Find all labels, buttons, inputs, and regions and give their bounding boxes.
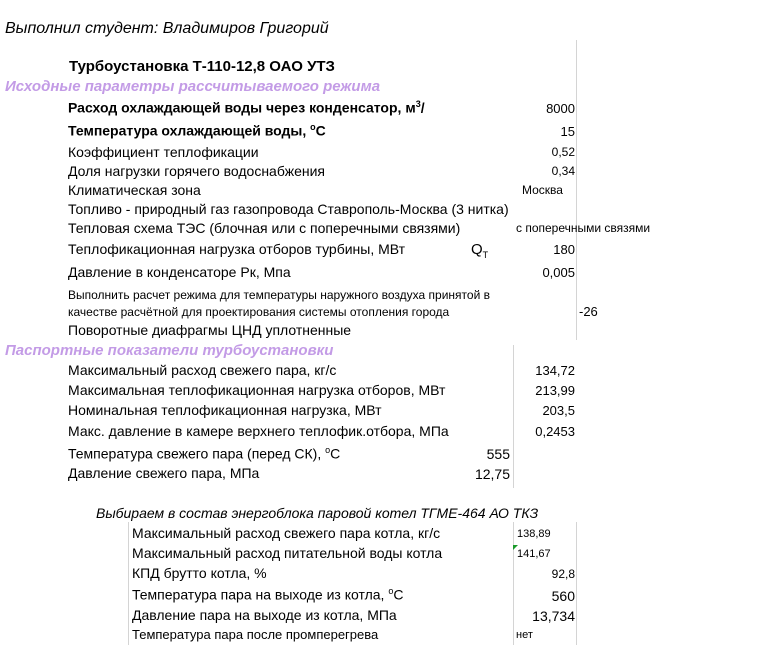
- cell-label-max-extraction-pressure[interactable]: Макс. давление в камере верхнего теплофик.отбора, МПа: [68, 423, 449, 439]
- cell-value-fresh-steam-temp[interactable]: 555: [486, 446, 510, 462]
- cell-label-design-temp-line1[interactable]: Выполнить расчет режима для температуры наружного воздуха принятой в: [68, 288, 490, 302]
- cell-value-nominal-heating-load[interactable]: 203,5: [542, 403, 575, 418]
- cell-value-boiler-efficiency[interactable]: 92,8: [551, 567, 575, 581]
- section-heading-input-params: Исходные параметры рассчитываемого режима: [5, 78, 381, 95]
- cell-label-fuel[interactable]: Топливо - природный газ газопровода Ставрополь-Москва (3 нитка): [68, 201, 509, 217]
- cell-label-boiler-outlet-temp[interactable]: Температура пара на выходе из котла, $^о$С: [132, 586, 404, 603]
- cell-label-reheat-temp[interactable]: Температура пара после промперегрева: [132, 627, 379, 642]
- cell-label-max-heating-load[interactable]: Максимальная теплофикационная нагрузка отборов, МВт: [68, 382, 446, 398]
- cell-value-fresh-steam-pressure[interactable]: 12,75: [474, 466, 510, 482]
- cell-value-thermal-scheme[interactable]: с поперечными связями: [516, 221, 651, 235]
- cell-label-cooling-water-temp[interactable]: Температура охлаждающей воды, $^о$С: [68, 122, 326, 139]
- cell-label-lp-diaphragms[interactable]: Поворотные диафрагмы ЦНД уплотненные: [68, 322, 352, 338]
- cell-label-fresh-steam-pressure[interactable]: Давление свежего пара, МПа: [68, 465, 260, 481]
- cell-value-design-temp[interactable]: -26: [579, 304, 598, 319]
- gridline: [576, 522, 577, 645]
- cell-label-condenser-pressure[interactable]: Давление в конденсаторе Рк, Мпа: [68, 264, 291, 280]
- cell-value-cooling-water-temp[interactable]: 15: [560, 124, 575, 139]
- gridline: [576, 40, 577, 340]
- cell-value-boiler-max-feedwater[interactable]: 141,67: [517, 548, 551, 560]
- cell-value-boiler-max-steam-flow[interactable]: 138,89: [517, 528, 551, 540]
- cell-label-boiler-max-steam-flow[interactable]: Максимальный расход свежего пара котла, кг/с: [132, 525, 441, 541]
- cell-label-boiler-max-feedwater[interactable]: Максимальный расход питательной воды котла: [132, 545, 443, 561]
- cell-value-boiler-outlet-pressure[interactable]: 13,734: [532, 608, 575, 624]
- student-credit: Выполнил студент: Владимиров Григорий: [5, 20, 329, 37]
- cell-value-hot-water-share[interactable]: 0,34: [551, 164, 575, 178]
- cell-value-heating-load[interactable]: 180: [553, 242, 575, 257]
- cell-label-climate-zone[interactable]: Климатическая зона: [68, 182, 201, 198]
- cell-label-hot-water-share[interactable]: Доля нагрузки горячего водоснабжения: [68, 163, 325, 179]
- gridline: [513, 522, 514, 645]
- cell-value-max-heating-load[interactable]: 213,99: [535, 383, 575, 398]
- cell-symbol-qt[interactable]: $Q_Т$: [471, 241, 489, 260]
- cell-label-design-temp-line2[interactable]: качестве расчётной для проектирования системы отопления города: [68, 305, 450, 319]
- sheet-title: Турбоустановка Т-110-12,8 ОАО УТЗ: [69, 58, 335, 75]
- cell-label-heating-coefficient[interactable]: Коэффициент теплофикации: [68, 144, 259, 160]
- cell-label-boiler-efficiency[interactable]: КПД брутто котла, %: [132, 565, 267, 581]
- cell-value-boiler-outlet-temp[interactable]: 560: [551, 588, 575, 604]
- section-heading-boiler-choice: Выбираем в состав энергоблока паровой котел ТГМЕ-464 АО ТКЗ: [96, 505, 539, 521]
- cell-label-heating-load[interactable]: Теплофикационная нагрузка отборов турбины, МВт: [68, 241, 406, 257]
- cell-label-cooling-water-flow[interactable]: Расход охлаждающей воды через конденсатор, $м^3/$: [68, 99, 425, 116]
- section-heading-turbine-specs: Паспортные показатели турбоустановки: [5, 342, 334, 359]
- gridline: [128, 522, 129, 645]
- cell-label-thermal-scheme[interactable]: Тепловая схема ТЭС (блочная или с поперечными связями): [68, 220, 461, 236]
- cell-value-max-extraction-pressure[interactable]: 0,2453: [535, 424, 575, 439]
- cell-value-max-steam-flow[interactable]: 134,72: [535, 363, 575, 378]
- cell-value-condenser-pressure[interactable]: 0,005: [542, 265, 575, 280]
- cell-value-reheat-temp[interactable]: нет: [516, 629, 533, 641]
- cell-label-fresh-steam-temp[interactable]: Температура свежего пара (перед СК), $^о$С: [68, 445, 341, 462]
- cell-value-cooling-water-flow[interactable]: 8000: [546, 101, 575, 116]
- cell-value-climate-zone[interactable]: Москва: [522, 183, 563, 197]
- cell-label-nominal-heating-load[interactable]: Номинальная теплофикационная нагрузка, МВт: [68, 402, 382, 418]
- cell-label-boiler-outlet-pressure[interactable]: Давление пара на выходе из котла, МПа: [132, 607, 397, 623]
- cell-label-max-steam-flow[interactable]: Максимальный расход свежего пара, кг/с: [68, 362, 337, 378]
- cell-value-heating-coefficient[interactable]: 0,52: [551, 145, 575, 159]
